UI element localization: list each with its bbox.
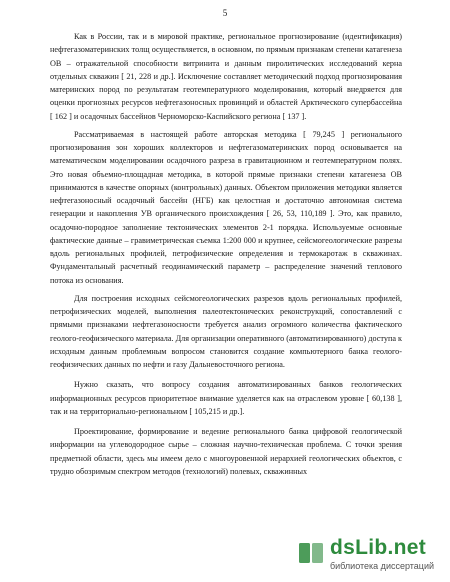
page-number: 5 [222, 8, 228, 18]
paragraph-1: Как в России, так и в мировой практике, региональное прогнозирование (идентификация) нефтегазоматеринских толщ осуществляется, в основном, по прямым признакам степени катагенеза ОВ – отражательной способности витринита и данным пиролитических исследований керна отдельных скважин [ 21, 228 и др.]. Исключение составляет методический подход прогнозирования материнских пород по результатам геотемпературного моделирования, который внедряется для оценки прогнозных ресурсов нефтегазоносных провинций и областей Арктического супербассейна [ 162 ] и осадочных бассейнов Черноморско-Каспийского региона [ 137 ]. [50, 32, 402, 121]
paragraph-4: Нужно сказать, что вопросу создания автоматизированных банков геологических информационных ресурсов приоритетное внимание уделяется как на отраслевом уровне [ 60,138 ], так и на территориально-региональном [ 105,215 и др.]. [50, 380, 402, 416]
paragraph-3: Для построения исходных сейсмогеологических разрезов вдоль региональных профилей, петрофизических моделей, выполнения палеотектонических реконструкций, сопоставлений с прямыми признаками нефтегазоносности требуется анализ огромного количества фактического геолого-геофизического материала. Для организации оперативного (автоматизированного) доступа к исходным данным проблемным вопросом становится создание компьютерного банка геолого-геофизических данных по нефти и газу Дальневосточного региона. [50, 293, 403, 369]
document-body [50, 30, 402, 483]
watermark-site: dsLib.net [330, 536, 427, 559]
paragraph-5: Проектирование, формирование и ведение регионального банка цифровой геологической информации на углеводородное сырье – сложная научно-техническая проблема. С точки зрения предметной области, здесь мы имеем дело с многоуровенной иерархией геологических объектов, с трудно обозримым спектром методов (технологий) полевых, скважинных [50, 427, 402, 476]
book-logo-icon [296, 538, 326, 568]
watermark [292, 536, 442, 576]
paragraph-2: Рассматриваемая в настоящей работе авторская методика [ 79,245 ] регионального прогнозирования зон хороших коллекторов и нефтегазоматеринских пород основывается на математическом моделировании осадочного разреза в гравитационном и геотемпературном полях. Это новая объемно-площадная методика, в которой прямые признаки степени катагенеза ОВ принимаются в качестве опорных (контрольных) данных. Объектом приложения методики является нефтегазоносный осадочный бассейн (НГБ) как целостная и достаточно автономная система генерации и накопления УВ органического происхождения [ 26, 53, 110,189 ]. Это, как правило, осадочно-породное заполнение тектонических элементов 2-1 порядка. Используемые основные фактические данные – гравиметрическая съемка 1:200 000 и крупнее, сейсмогеологические разрезы вдоль региональных профилей, петрофизические определения и термокаротаж в скважинах. Фундаментальный расчетный геодинамический параметр – распределение значений теплового потока из основания. [50, 129, 402, 285]
watermark-caption: библиотека диссертаций [330, 561, 435, 571]
